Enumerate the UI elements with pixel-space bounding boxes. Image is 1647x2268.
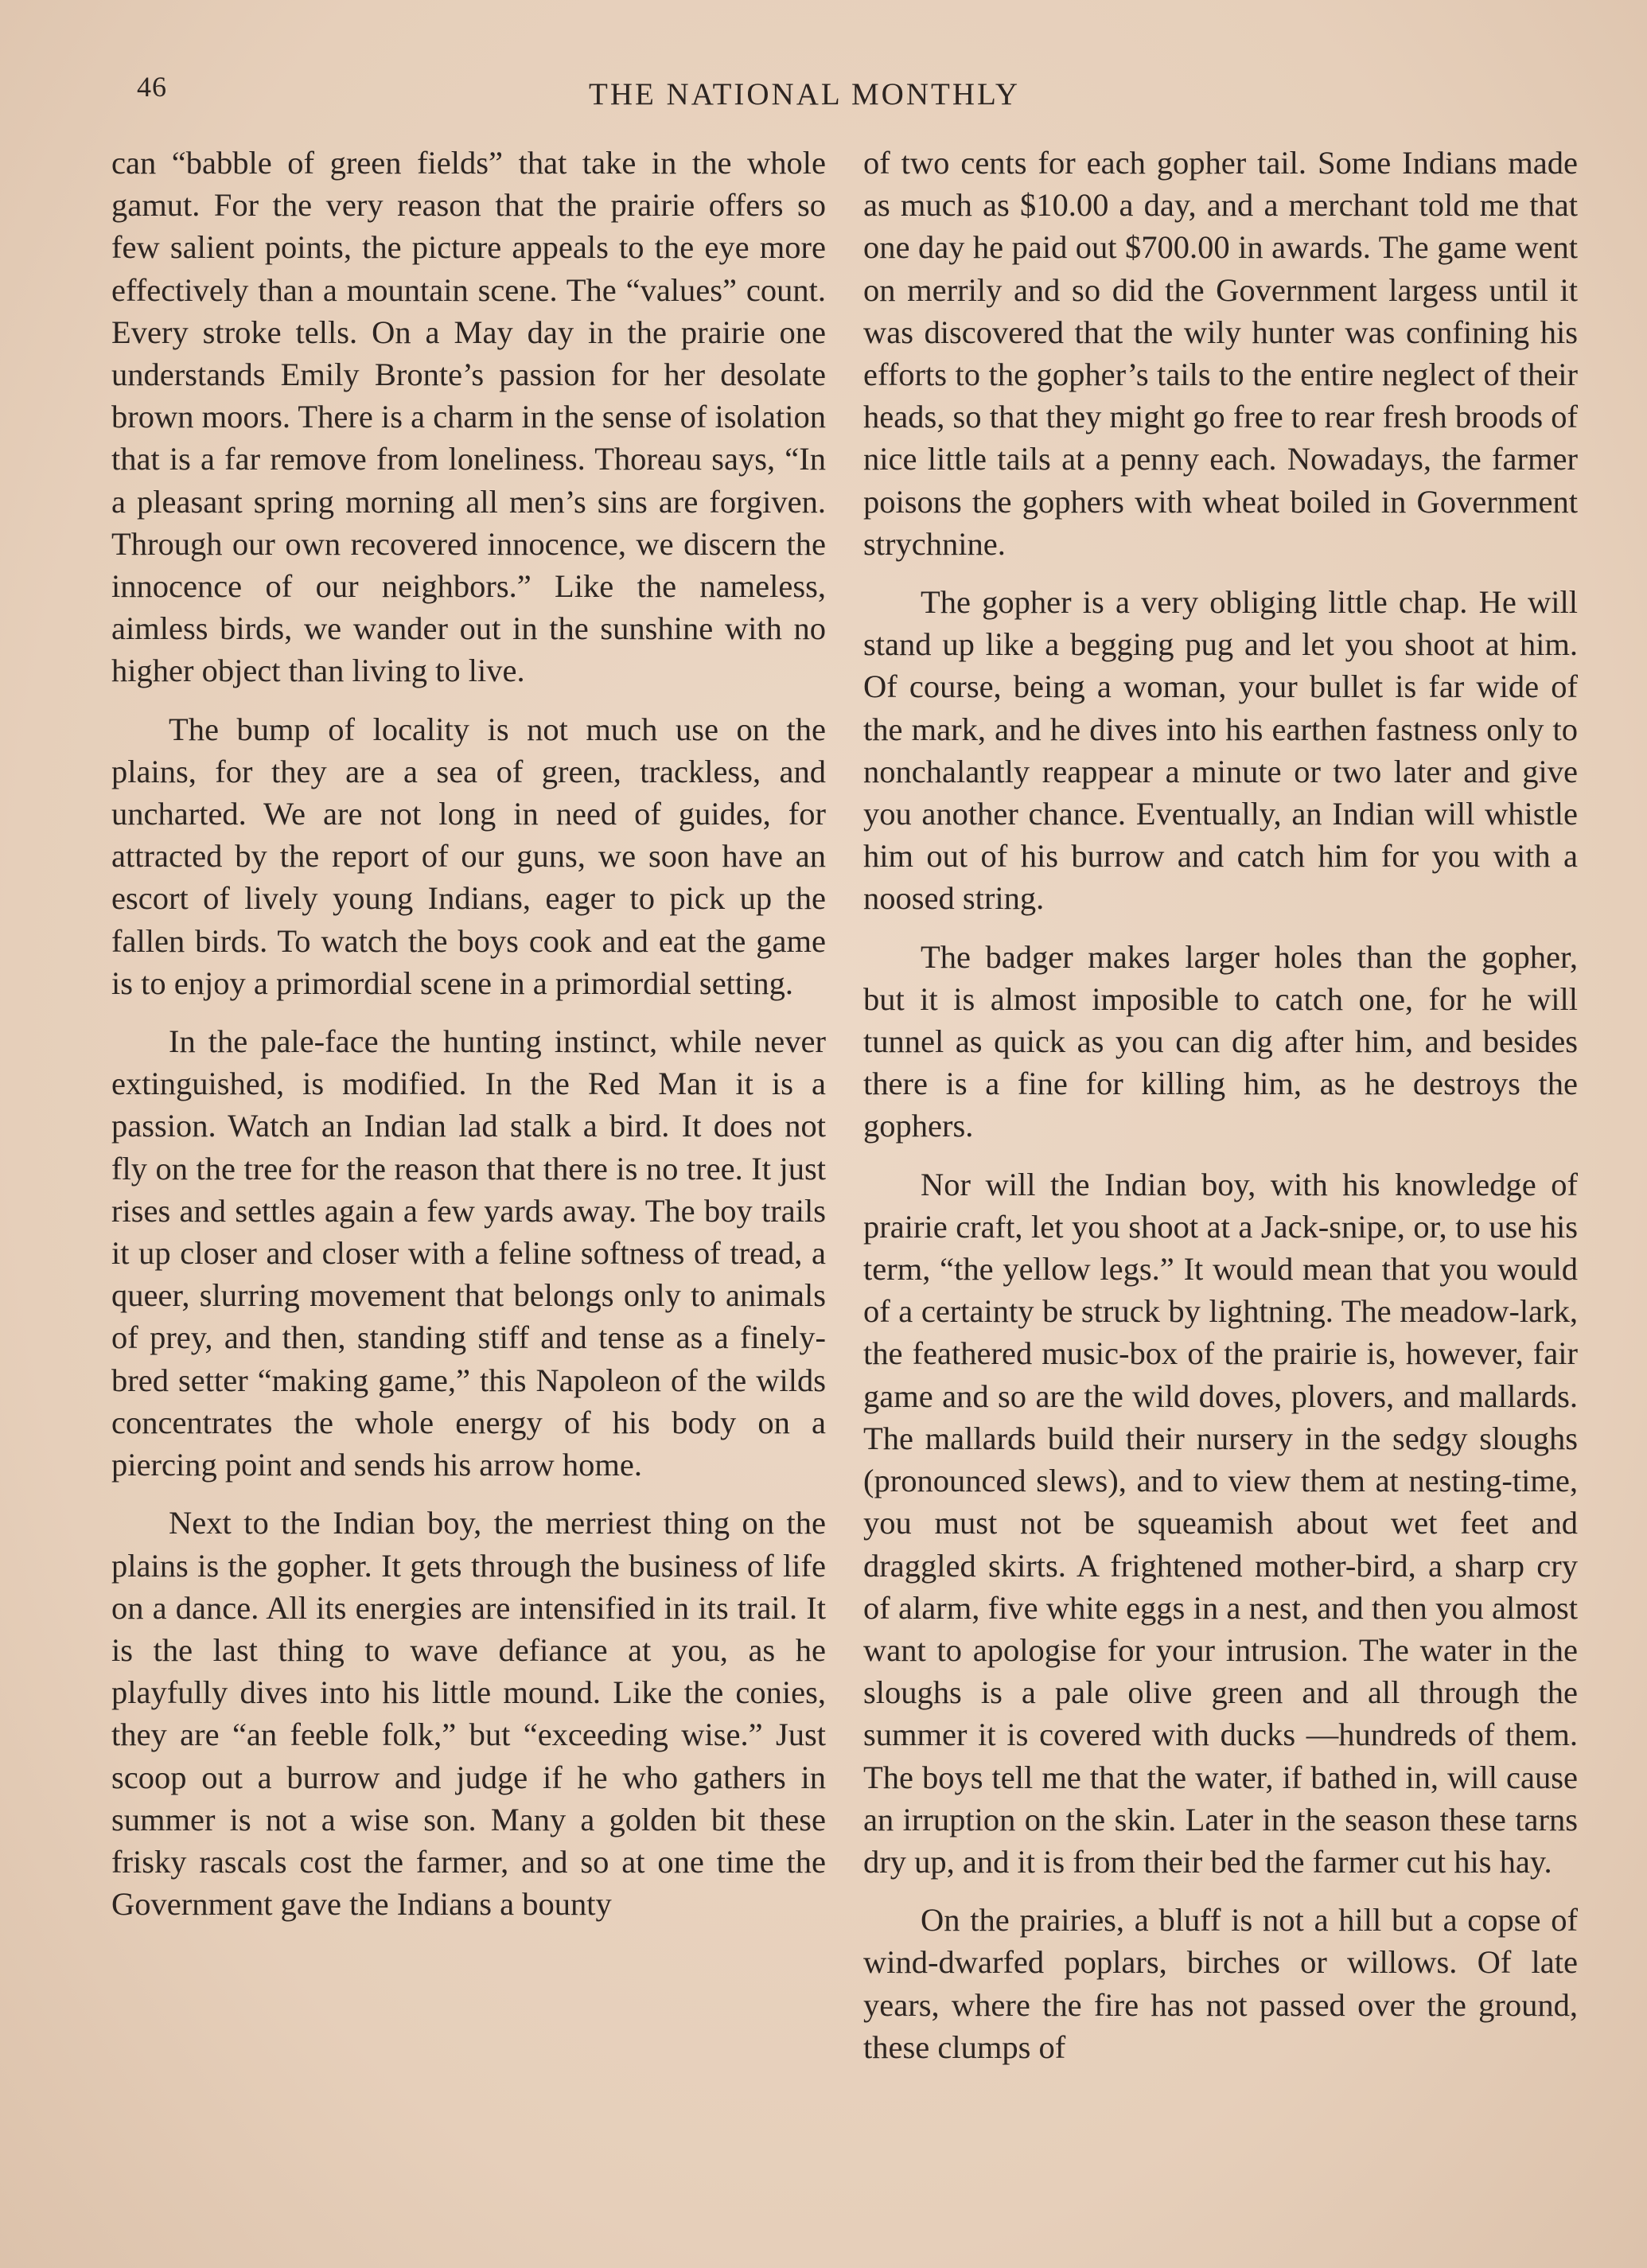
paragraph-left-3: In the pale-face the hunting instinct, while never extinguished, is modified. In the Red Man it is a passion. Watch an Indian lad stalk a bird. It does not fly on the tree for the reason that there is no tree. It just rises and settles again a few yards away. The boy trails it up closer and closer with a feline softness of tread, a queer, slurring movement that belongs only to animals of prey, and then, standing stiff and tense as a finely-bred setter “making game,” this Napoleon of the wilds concentrates the whole energy of his body on a piercing point and sends his arrow home. xyxy=(111,1023,826,1483)
paragraph-right-3: The badger makes larger holes than the gopher, but it is almost imposible to catch one, for he will tunnel as quick as you can dig after him, and besides there is a fine for killing him, as he destroys the gophers. xyxy=(863,938,1578,1144)
right-column xyxy=(863,142,1578,2068)
running-head: THE NATIONAL MONTHLY xyxy=(589,77,1021,111)
paragraph-right-4: Nor will the Indian boy, with his knowledge of prairie craft, let you shoot at a Jack-snipe, or, to use his term, “the yellow legs.” It would mean that you would of a certainty be struck by lightning. The meadow-lark, the feathered music-box of the prairie is, however, fair game and so are the wild doves, plovers, and mallards. The mallards build their nursery in the sedgy sloughs (pronounced slews), and to view them at nesting-time, you must not be squeamish about wet feet and draggled skirts. A frightened mother-bird, a sharp cry of alarm, five white eggs in a nest, and then you almost want to apologise for your intrusion. The water in the sloughs is a pale olive green and all through the summer it is covered with ducks —hundreds of them. The boys tell me that the water, if bathed in, will cause an irruption on the skin. Later in the season these tarns dry up, and it is from their bed the farmer cut his hay. xyxy=(863,1166,1578,1880)
paragraph-left-1: can “babble of green fields” that take in the whole gamut. For the very reason that the prairie offers so few salient points, the picture appeals to the eye more effectively than a mountain scene. The “values” count. Every stroke tells. On a May day in the prairie one understands Emily Bronte’s passion for her desolate brown moors. There is a charm in the sense of isolation that is a far remove from loneliness. Thoreau says, “In a pleasant spring morning all men’s sins are forgiven. Through our own recovered innocence, we discern the innocence of our neighbors.” Like the nameless, aimless birds, we wander out in the sunshine with no higher object than living to live. xyxy=(111,145,826,689)
paragraph-right-2: The gopher is a very obliging little chap. He will stand up like a begging pug and let you shoot at him. Of course, being a woman, your bullet is far wide of the mark, and he dives into his earthen fastness only to nonchalantly reappear a minute or two later and give you another chance. Eventually, an Indian will whistle him out of his burrow and catch him for you with a noosed string. xyxy=(863,584,1578,917)
paragraph-right-1: of two cents for each gopher tail. Some Indians made as much as $10.00 a day, and a merchant told me that one day he paid out $700.00 in awards. The game went on merrily and so did the Government largess until it was discovered that the wily hunter was confining his efforts to the gopher’s tails to the entire neglect of their heads, so that they might go free to rear fresh broods of nice little tails at a penny each. Nowadays, the farmer poisons the gophers with wheat boiled in Government strychnine. xyxy=(863,145,1578,562)
page-header xyxy=(0,70,1647,118)
page-number: 46 xyxy=(137,71,167,103)
paragraph-right-5: On the prairies, a bluff is not a hill but a copse of wind-dwarfed poplars, birches or willows. Of late years, where the fire has not passed over the ground, these clumps of xyxy=(863,1902,1578,2065)
paragraph-left-2: The bump of locality is not much use on the plains, for they are a sea of green, trackless, and uncharted. We are not long in need of guides, for attracted by the report of our guns, we soon have an escort of lively young Indians, eager to pick up the fallen birds. To watch the boys cook and eat the game is to enjoy a primordial scene in a primordial setting. xyxy=(111,711,826,1001)
paragraph-left-4: Next to the Indian boy, the merriest thing on the plains is the gopher. It gets through the business of life on a dance. All its energies are intensified in its trail. It is the last thing to wave defiance at you, as he playfully dives into his little mound. Like the conies, they are “an feeble folk,” but “exceeding wise.” Just scoop out a burrow and judge if he who gathers in summer is not a wise son. Many a golden bit these frisky rascals cost the farmer, and so at one time the Government gave the Indians a bounty xyxy=(111,1505,826,1923)
left-column xyxy=(111,142,826,1925)
